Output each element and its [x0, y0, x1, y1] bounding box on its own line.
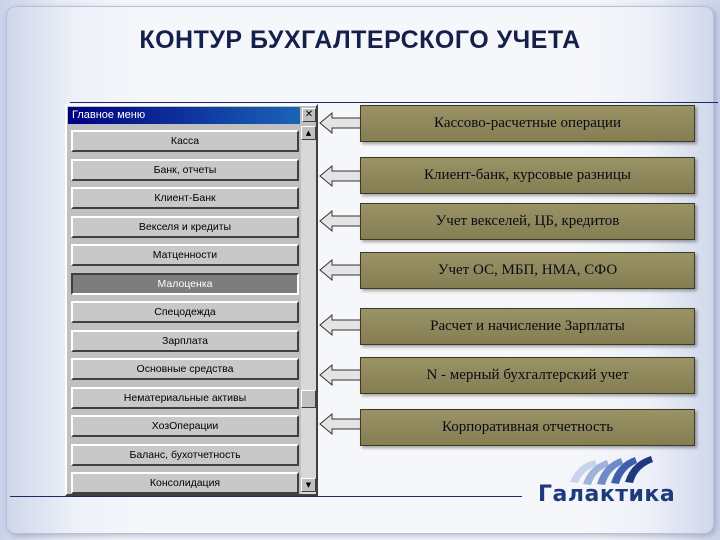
- left-arrow-icon: [319, 259, 363, 281]
- menu-button-workwear[interactable]: Спецодежда: [71, 301, 299, 323]
- vertical-scrollbar[interactable]: [301, 126, 316, 494]
- left-arrow-icon: [319, 112, 363, 134]
- description-n-dimensional-accounting: N - мерный бухгалтерский учет: [360, 357, 695, 394]
- close-icon[interactable]: ✕: [302, 108, 316, 122]
- menu-button-fixed-assets[interactable]: Основные средства: [71, 358, 299, 380]
- menu-button-material-values[interactable]: Матценности: [71, 244, 299, 266]
- menu-button-business-operations[interactable]: ХозОперации: [71, 415, 299, 437]
- left-arrow-icon: [319, 364, 363, 386]
- menu-button-bank-reports[interactable]: Банк, отчеты: [71, 159, 299, 181]
- galaktika-logo-text: Галактика: [538, 482, 676, 507]
- left-arrow-icon: [319, 413, 363, 435]
- description-client-bank: Клиент-банк, курсовые разницы: [360, 157, 695, 194]
- menu-button-low-value-items[interactable]: Малоценка: [71, 273, 299, 295]
- scroll-thumb[interactable]: [301, 390, 316, 408]
- window-titlebar[interactable]: Главное меню: [68, 107, 300, 124]
- left-arrow-icon: [319, 210, 363, 232]
- menu-button-client-bank[interactable]: Клиент-Банк: [71, 187, 299, 209]
- title-divider: [70, 102, 718, 103]
- description-corporate-reporting: Корпоративная отчетность: [360, 409, 695, 446]
- menu-list: [71, 130, 299, 501]
- description-bills-securities: Учет векселей, ЦБ, кредитов: [360, 203, 695, 240]
- description-fixed-assets: Учет ОС, МБП, НМА, СФО: [360, 252, 695, 289]
- menu-button-bills-credits[interactable]: Векселя и кредиты: [71, 216, 299, 238]
- menu-button-kassa[interactable]: Касса: [71, 130, 299, 152]
- scroll-down-icon[interactable]: ▼: [301, 478, 316, 492]
- description-salary: Расчет и начисление Зарплаты: [360, 308, 695, 345]
- menu-button-salary[interactable]: Зарплата: [71, 330, 299, 352]
- menu-button-intangible-assets[interactable]: Нематериальные активы: [71, 387, 299, 409]
- scroll-up-icon[interactable]: ▲: [301, 126, 316, 140]
- menu-button-consolidation[interactable]: Консолидация: [71, 472, 299, 494]
- main-menu-window: [65, 104, 318, 496]
- left-arrow-icon: [319, 165, 363, 187]
- description-cash-operations: Кассово-расчетные операции: [360, 105, 695, 142]
- menu-button-balance-reporting[interactable]: Баланс, бухотчетность: [71, 444, 299, 466]
- left-arrow-icon: [319, 314, 363, 336]
- slide-title: КОНТУР БУХГАЛТЕРСКОГО УЧЕТА: [139, 26, 581, 54]
